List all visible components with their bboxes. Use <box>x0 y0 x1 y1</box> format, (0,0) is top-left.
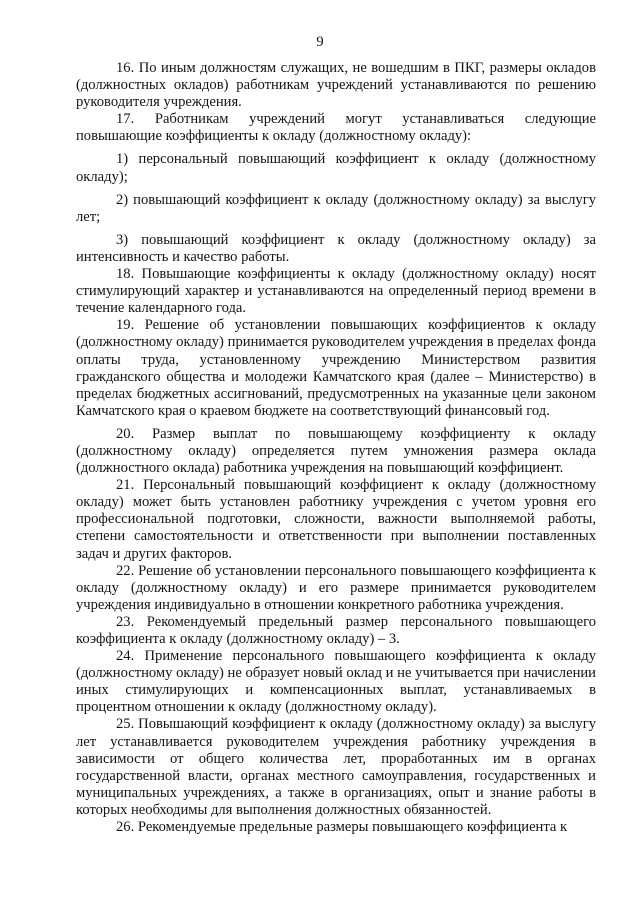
paragraph-19: 19. Решение об установлении повышающих коэффициентов к окладу (должностному окладу) принимается руководителем учреждения в пределах фонда оплаты труда, установленному учреждению Министерством развития гражданского общества и молодежи Камчатского края (далее – Министерство) в пределах бюджетных ассигнований, предусмотренных на указанные цели законом Камчатского края о краевом бюджете на соответствующий финансовый год. <box>76 317 596 419</box>
paragraph-16: 16. По иным должностям служащих, не вошедшим в ПКГ, размеры окладов (должностных окладов) работникам учреждений устанавливаются по решению руководителя учреждения. <box>76 60 596 111</box>
paragraph-26: 26. Рекомендуемые предельные размеры повышающего коэффициента к <box>116 819 568 836</box>
paragraph-25: 25. Повышающий коэффициент к окладу (должностному окладу) за выслугу лет устанавливается руководителем учреждения работнику учреждения в зависимости от общего количества лет, проработанных им в органах государственной власти, органах местного самоуправления, государственных и муниципальных учреждениях, а также в организациях, опыт и знание работы в которых необходимы для выполнения должностных обязанностей. <box>76 716 596 818</box>
paragraph-18: 18. Повышающие коэффициенты к окладу (должностному окладу) носят стимулирующий характер и устанавливаются на определенный период времени в течение календарного года. <box>76 266 596 317</box>
paragraph-21: 21. Персональный повышающий коэффициент к окладу (должностному окладу) может быть установлен работнику учреждения с учетом уровня его профессиональной подготовки, сложности, важности выполняемой работы, степени самостоятельности и ответственности при выполнении поставленных задач и других факторов. <box>76 477 596 562</box>
paragraph-23: 23. Рекомендуемый предельный размер персонального повышающего коэффициента к окладу (должностному окладу) – 3. <box>76 613 596 647</box>
list-item-3: 3) повышающий коэффициент к окладу (должностному окладу) за интенсивность и качество работы. <box>76 231 596 265</box>
paragraph-22: 22. Решение об установлении персонального повышающего коэффициента к окладу (должностному окладу) и его размере принимается руководителем учреждения индивидуально в отношении конкретного работника учреждения. <box>76 562 596 613</box>
paragraph-17: 17. Работникам учреждений могут устанавливаться следующие повышающие коэффициенты к окладу (должностному окладу): <box>76 111 596 145</box>
page-number: 9 <box>316 34 324 50</box>
paragraph-24: 24. Применение персонального повышающего коэффициента к окладу (должностному окладу) не образует новый оклад и не учитывается при начислении иных стимулирующих и компенсационных выплат, устанавливаемых в процентном отношении к окладу (должностному окладу). <box>76 648 596 716</box>
list-item-2: 2) повышающий коэффициент к окладу (должностному окладу) за выслугу лет; <box>76 191 596 225</box>
document-body <box>76 60 596 836</box>
list-item-1: 1) персональный повышающий коэффициент к окладу (должностному окладу); <box>76 151 596 185</box>
paragraph-20: 20. Размер выплат по повышающему коэффициенту к окладу (должностному окладу) определяется путем умножения размера оклада (должностного оклада) работника учреждения на повышающий коэффициент. <box>76 425 596 477</box>
